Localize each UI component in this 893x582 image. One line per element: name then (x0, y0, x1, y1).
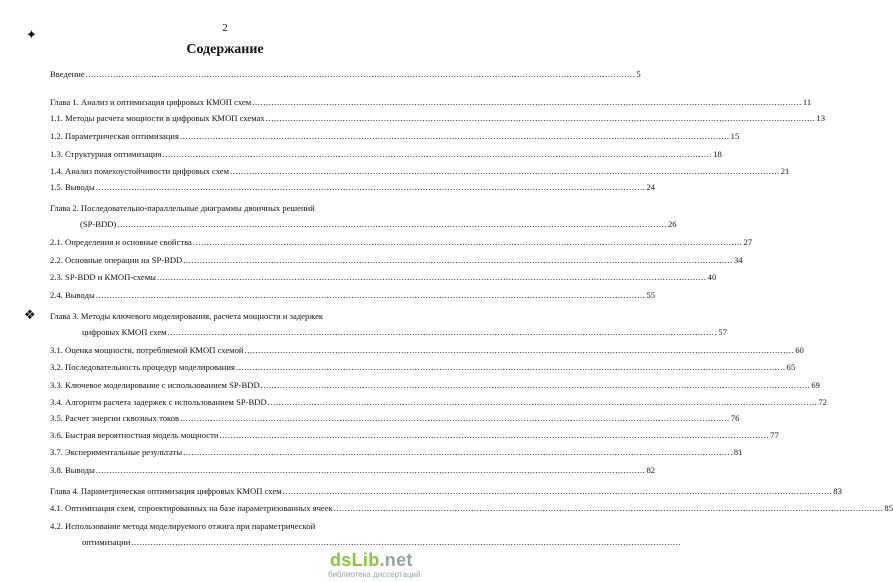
toc-entry-page: 34 (733, 255, 743, 265)
toc-entry (50, 447, 743, 457)
toc-entry (50, 182, 656, 192)
toc-leader-dots: ........................................................................................................................................................................................................ (235, 362, 786, 372)
toc-entry (50, 97, 812, 107)
toc-entry-text: Глава 2. Последовательно-параллельные диаграммы двоичных решений (50, 203, 315, 213)
toc-entry-text: 1.3. Структурная оптимизация (50, 149, 162, 159)
toc-entry (50, 503, 893, 513)
toc-entry (50, 362, 796, 372)
toc-entry-text: 3.2. Последовательность процедур моделирования (50, 362, 235, 372)
toc-entry-text: Глава 4. Параметрическая оптимизация цифровых КМОП схем (50, 486, 282, 496)
toc-entry-text: 3.8. Выводы (50, 465, 95, 475)
toc-entry-page: 24 (646, 182, 656, 192)
toc-entry (50, 397, 827, 407)
toc-entry-text: Введение (50, 69, 85, 79)
toc-leader-dots: ........................................................................................................................................................................................................ (265, 113, 816, 123)
toc-entry-page: 69 (811, 380, 820, 390)
toc-entry-text: 2.2. Основные операции на SP-BDD (50, 255, 183, 265)
toc-entry-page: 83 (833, 486, 842, 496)
toc-leader-dots: ........................................................................................................................................................................................................ (179, 131, 730, 141)
toc-entry-page: 65 (786, 362, 796, 372)
toc-entry-text: 4.1. Оптимизация схем, спроектированных на базе параметризованных ячеек (50, 503, 333, 513)
toc-entry-page: 5 (636, 69, 641, 79)
toc-entry (50, 413, 740, 423)
toc-entry-text: 2.1. Определения и основные свойства (50, 237, 192, 247)
toc-entry (50, 290, 656, 300)
toc-entry (50, 465, 656, 475)
toc-entry (50, 166, 790, 176)
toc-entry-page: 60 (795, 345, 804, 355)
toc-entry (82, 327, 727, 337)
toc-entry-text: Глава 3. Методы ключевого моделирования, расчета мощности и задержек (50, 311, 324, 321)
toc-entry-page: 15 (730, 131, 740, 141)
toc-entry-page: 57 (718, 327, 727, 337)
toc-entry (50, 69, 641, 79)
scan-mark-top: ✦ (26, 27, 37, 42)
toc-entry (50, 149, 722, 159)
toc-entry (50, 345, 804, 355)
toc-leader-dots: ........................................................................................................................................................................................................ (282, 486, 833, 496)
toc-leader-dots: ........................................................................................................................................................................................................ (95, 182, 646, 192)
toc-entry-text: 4.2. Использование метода моделируемого отжига при параметрической (50, 521, 316, 531)
toc-leader-dots: ........................................................................................................................................................................................................ (333, 503, 884, 513)
toc-leader-dots: ........................................................................................................................................................................................................ (180, 413, 730, 423)
toc-entry-text: цифровых КМОП схем (82, 327, 167, 337)
watermark-logo (330, 550, 413, 571)
toc-entry-text: 3.3. Ключевое моделирование с использованием SP-BDD (50, 380, 260, 390)
toc-entry-page: 77 (770, 430, 779, 440)
toc-entry (50, 203, 390, 213)
toc-entry-page: 13 (816, 113, 826, 123)
toc-entry-text: 1.1. Методы расчета мощности в цифровых КМОП схемах (50, 113, 265, 123)
toc-entry-page: 76 (730, 413, 740, 423)
toc-entry-page: 21 (780, 166, 790, 176)
toc-entry (50, 255, 743, 265)
toc-entry (50, 311, 390, 321)
toc-entry-text: 3.1. Оценка мощности, потребляемой КМОП схемой (50, 345, 244, 355)
toc-leader-dots: ........................................................................................................................................................................................................ (252, 97, 802, 107)
toc-entry-text: оптимизации (82, 537, 131, 547)
toc-leader-dots: ........................................................................................................................................................................................................ (167, 327, 718, 337)
toc-entry-text: Глава 1. Анализ и оптимизация цифровых КМОП схем (50, 97, 252, 107)
toc-entry-page: 85 (884, 503, 893, 513)
toc-leader-dots: ........................................................................................................................................................................................................ (192, 237, 743, 247)
toc-leader-dots: ........................................................................................................................................................................................................ (183, 255, 733, 265)
toc-entry-text: 2.4. Выводы (50, 290, 95, 300)
toc-leader-dots: ........................................................................................................................................................................................................ (260, 380, 811, 390)
watermark-logo-a: dsLib (330, 550, 380, 570)
toc-leader-dots: ........................................................................................................................................................................................................ (267, 397, 818, 407)
toc-leader-dots: ........................................................................................................................................................................................................ (230, 166, 780, 176)
toc-leader-dots: ........................................................................................................................................................................................................ (244, 345, 795, 355)
toc-entry-text: 3.7. Экспериментальные результаты (50, 447, 183, 457)
toc-entry (50, 430, 779, 440)
toc-entry-page: 26 (667, 219, 677, 229)
toc-entry (82, 537, 681, 547)
toc-entry-text: 1.4. Анализ помехоустойчивости цифровых схем (50, 166, 230, 176)
toc-leader-dots: ........................................................................................................................................................................................................ (85, 69, 636, 79)
toc-leader-dots: ........................................................................................................................................................................................................ (95, 465, 646, 475)
toc-entry (50, 131, 740, 141)
toc-entry-text: 1.5. Выводы (50, 182, 95, 192)
page-title: Содержание (186, 42, 264, 57)
toc-entry (50, 237, 753, 247)
toc-entry-page: 11 (802, 97, 812, 107)
toc-entry-text: 3.4. Алгоритм расчета задержек с использованием SP-BDD (50, 397, 267, 407)
toc-entry-page: 40 (707, 272, 717, 282)
toc-entry-page: 55 (646, 290, 656, 300)
toc-leader-dots: ........................................................................................................................................................................................................ (183, 447, 733, 457)
toc-entry-page: 81 (733, 447, 743, 457)
toc-entry-page: 18 (713, 149, 722, 159)
toc-entry-text: (SP-BDD) (80, 219, 117, 229)
toc-entry (50, 521, 382, 531)
toc-entry-page: 82 (646, 465, 656, 475)
toc-leader-dots: ........................................................................................................................................................................................................ (95, 290, 646, 300)
toc-entry (50, 272, 717, 282)
page-number: 2 (222, 22, 228, 34)
scan-mark-middle: ❖ (24, 307, 36, 322)
toc-entry-text: 3.5. Расчет энергии сквозных токов (50, 413, 180, 423)
toc-entry (50, 486, 842, 496)
toc-entry-text: 2.3. SP-BDD и КМОП-схемы (50, 272, 156, 282)
toc-leader-dots: ........................................................................................................................................................................................................ (219, 430, 770, 440)
toc-entry-text: 1.2. Параметрическая оптимизация (50, 131, 179, 141)
toc-leader-dots: ........................................................................................................................................................................................................ (162, 149, 713, 159)
toc-entry (80, 219, 677, 229)
toc-entry (50, 113, 826, 123)
toc-entry-text: 3.6. Быстрая вероятностная модель мощности (50, 430, 219, 440)
watermark (326, 548, 446, 580)
toc-entry (50, 380, 820, 390)
watermark-logo-b: .net (379, 550, 413, 570)
toc-leader-dots: ........................................................................................................................................................................................................ (131, 537, 681, 547)
toc-entry-page: 27 (743, 237, 753, 247)
toc-leader-dots: ........................................................................................................................................................................................................ (156, 272, 707, 282)
watermark-subtitle: библиотека диссертаций (328, 570, 421, 579)
toc-leader-dots: ........................................................................................................................................................................................................ (117, 219, 667, 229)
toc-entry-page: 72 (818, 397, 827, 407)
